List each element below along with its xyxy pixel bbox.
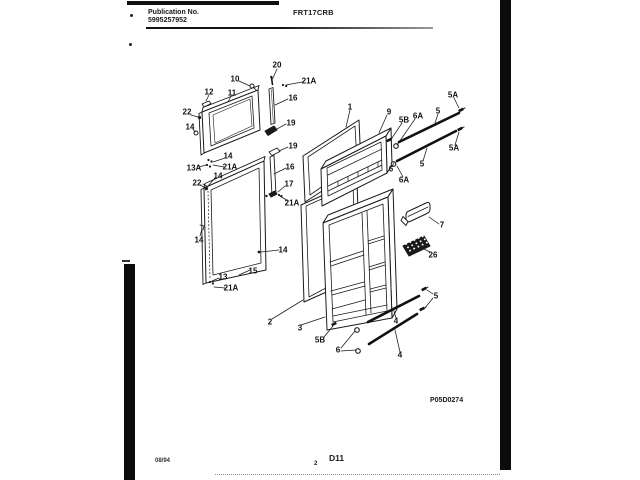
handle-screw	[457, 126, 465, 132]
callout-5B: 5B	[398, 115, 410, 125]
callout-16: 16	[285, 162, 295, 172]
callout-19: 19	[286, 118, 296, 128]
callout-14: 14	[278, 245, 288, 255]
callout-5A: 5A	[447, 90, 459, 100]
footer-rule	[215, 474, 500, 475]
footer-small-mark: 2	[314, 461, 318, 467]
callout-14: 14	[185, 122, 195, 132]
callout-9: 9	[386, 107, 392, 117]
callout-1: 1	[347, 102, 353, 112]
egg-tray	[403, 235, 430, 256]
callout-19: 19	[288, 141, 298, 151]
handle-clip	[355, 328, 360, 333]
handle-clip	[356, 349, 361, 354]
callout-5: 5	[433, 291, 439, 301]
callout-5: 5	[419, 159, 425, 169]
callout-16: 16	[288, 93, 298, 103]
dairy-door	[401, 202, 430, 225]
callout-7: 7	[439, 220, 445, 230]
callout-14: 14	[213, 171, 223, 181]
callout-21A: 21A	[284, 198, 300, 208]
callout-6A: 6A	[412, 111, 424, 121]
callout-4: 4	[393, 316, 399, 326]
callout-6: 6	[335, 345, 341, 355]
footer-section-code: D11	[329, 453, 345, 463]
callout-6A: 6A	[398, 175, 410, 185]
footer-date-code: 08/94	[155, 458, 171, 464]
callout-21A: 21A	[301, 76, 317, 86]
callout-22: 22	[192, 178, 202, 188]
figure-code: P05D0274	[430, 397, 464, 404]
callout-21A: 21A	[222, 162, 238, 172]
callout-26: 26	[428, 250, 438, 260]
callout-5A: 5A	[448, 143, 460, 153]
callout-13A: 13A	[186, 163, 202, 173]
callout-20: 20	[272, 60, 282, 70]
freezer-door-handle-trim	[386, 107, 466, 167]
refrigerator-door-inner-panel	[201, 157, 266, 285]
callout-2: 2	[267, 317, 273, 327]
handle-screw	[419, 306, 427, 312]
callout-17: 17	[284, 179, 294, 189]
callout-10: 10	[230, 74, 240, 84]
callout-14: 14	[194, 235, 204, 245]
trim-clip-dark	[265, 126, 277, 136]
callout-11: 11	[227, 88, 237, 98]
callout-3: 3	[297, 323, 303, 333]
model-number: FRT17CRB	[293, 8, 334, 17]
publication-label: Publication No.	[148, 9, 199, 16]
callout-15: 15	[248, 266, 258, 276]
callout-4: 4	[397, 350, 403, 360]
callout-6: 6	[388, 164, 394, 174]
callout-5B: 5B	[314, 335, 326, 345]
callout-14: 14	[223, 151, 233, 161]
callout-12: 12	[204, 87, 214, 97]
callout-21A: 21A	[223, 283, 239, 293]
handle-screw	[458, 107, 466, 113]
publication-number: 5995257952	[148, 17, 187, 24]
callout-5: 5	[435, 106, 441, 116]
hinge-pin	[269, 191, 277, 197]
callout-13: 13	[218, 272, 228, 282]
callout-22: 22	[182, 107, 192, 117]
